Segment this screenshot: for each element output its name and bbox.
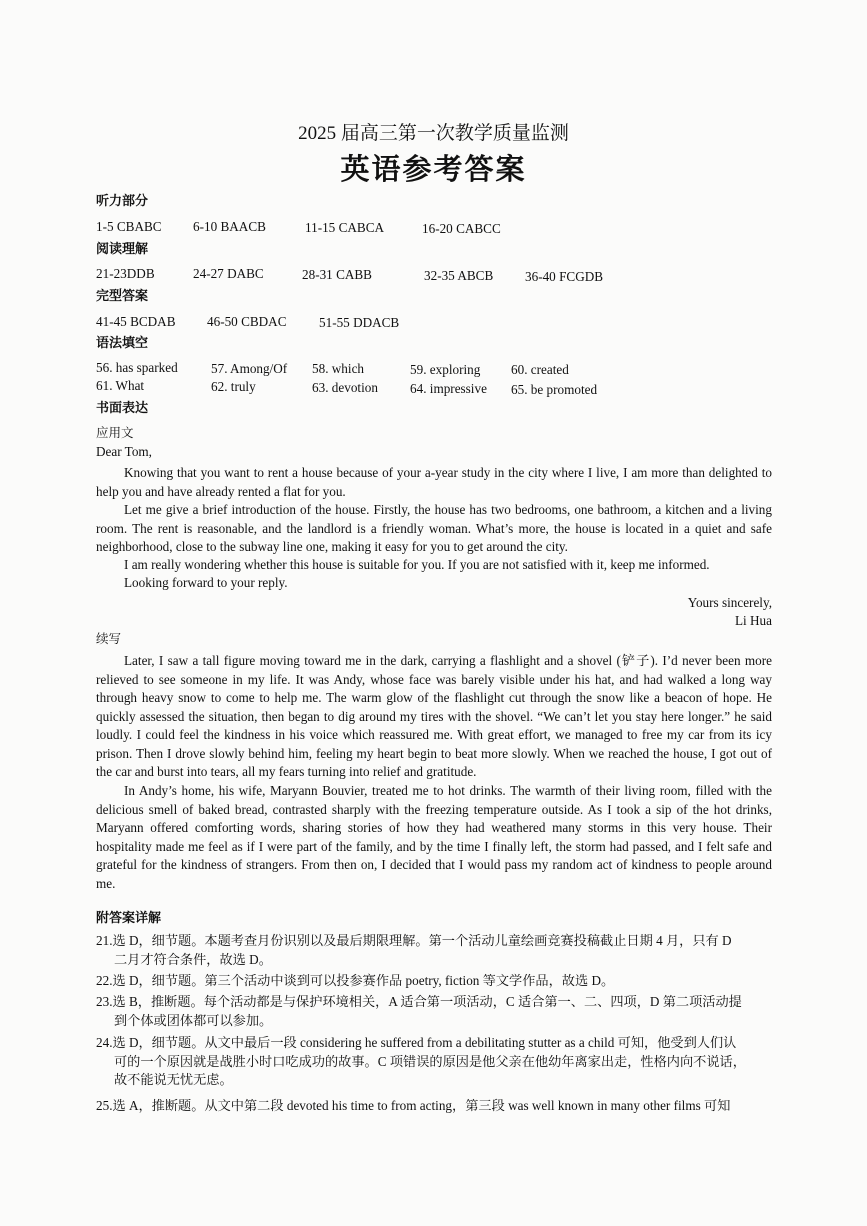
grammar-answer: 63. devotion xyxy=(312,380,378,395)
letter-closing: Yours sincerely, xyxy=(687,595,772,610)
reading-answer: 36-40 FCGDB xyxy=(525,269,604,284)
detail-item-25 xyxy=(96,1097,772,1116)
cloze-answer: 51-55 DDACB xyxy=(319,315,400,330)
cloze-answer: 46-50 CBDAC xyxy=(207,314,287,329)
continuation-paragraph: Later, I saw a tall figure moving toward me in the dark, carrying a flashlight and a shovel (铲子). I’d never been more relieved to see someone in my life. It was Andy, whose face was barely visible under his hat, and had walked a long way through heavy snow to come to help me. The warm glow of the flashlight cut through the snow like a beacon of hope. He quickly assessed the situation, then began to dig around my tires with the shovel. “We can’t let you stay here longer.” he said loudly. I could feel the kindness in his voice which reassured me. With great effort, we managed to free my car from its icy prison. Then I drove slowly behind him, feeling my heart begin to beat more slowly. When we reached the house, I got out of the car and burst into tears, all my fears turning into relief and gratitude. xyxy=(96,653,772,779)
detail-line: 二月才符合条件，故选 D。 xyxy=(114,951,272,967)
grammar-answer: 59. exploring xyxy=(410,362,481,377)
listening-heading: 听力部分 xyxy=(96,194,149,209)
grammar-answer: 65. be promoted xyxy=(511,382,598,397)
detail-line: 到个体或团体都可以参加。 xyxy=(114,1012,273,1028)
detail-line: 21.选 D，细节题。本题考查月份识别以及最后期限理解。第一个活动儿童绘画竞赛投稿截止日期 4 月，只有 D xyxy=(96,933,732,948)
listening-answer: 6-10 BAACB xyxy=(193,219,266,234)
grammar-answer: 56. has sparked xyxy=(96,360,178,375)
detail-line: 22.选 D，细节题。第三个活动中谈到可以投参赛作品 poetry, fiction 等文学作品，故选 D。 xyxy=(96,973,615,988)
grammar-answer: 60. created xyxy=(511,362,569,377)
grammar-answer: 57. Among/Of xyxy=(211,361,288,376)
reading-answer: 24-27 DABC xyxy=(193,266,264,281)
continuation-label: 续写 xyxy=(96,631,122,646)
continuation-paragraph: In Andy’s home, his wife, Maryann Bouvier, treated me to hot drinks. The warmth of their living room, filled with the delicious smell of baked bread, contrasted sharply with the freezing temperature outside. As I took a sip of the hot drinks, Maryann offered comforting words, sharing stories of how they had weathered many storms in this very house. Their hospitality made me feel as if I were part of the family, and by the time I finally left, the storm had passed, and I felt safe and grateful for the kindness of strangers. From then on, I decided that I would pass my random act of kindness to people around me. xyxy=(96,783,772,891)
cloze-heading: 完型答案 xyxy=(96,289,149,304)
detail-line: 故不能说无忧无虑。 xyxy=(114,1072,233,1087)
reading-answer: 28-31 CABB xyxy=(302,267,372,282)
grammar-answer: 61. What xyxy=(96,378,145,393)
letter-paragraph: Let me give a brief introduction of the house. Firstly, the house has two bedrooms, one bathroom, a kitchen and a living room. The rent is reasonable, and the landlord is a friendly woman. What’s more, the house is located in a quiet and safe neighborhood, close to the subway line one, making it easy for you to get around the city. xyxy=(96,502,772,554)
grammar-heading: 语法填空 xyxy=(96,336,149,351)
detail-line: 可的一个原因就是战胜小时口吃成功的故事。C 项错误的原因是他父亲在他幼年离家出走，性格内向不说话， xyxy=(114,1053,746,1069)
letter-paragraph: Looking forward to your reply. xyxy=(124,575,288,590)
listening-answer: 1-5 CBABC xyxy=(96,219,162,234)
letter-signature: Li Hua xyxy=(735,613,772,628)
detail-item-23 xyxy=(96,993,772,1030)
reading-heading: 阅读理解 xyxy=(96,242,149,257)
listening-answer: 11-15 CABCA xyxy=(305,220,385,235)
listening-answer: 16-20 CABCC xyxy=(422,221,501,236)
letter-greeting: Dear Tom, xyxy=(96,444,152,459)
practical-writing-label: 应用文 xyxy=(96,425,134,440)
exam-title: 2025 届高三第一次教学质量监测 xyxy=(298,123,569,144)
grammar-answer: 58. which xyxy=(312,361,365,376)
writing-heading: 书面表达 xyxy=(96,401,149,416)
detail-item-22 xyxy=(96,972,772,991)
grammar-answer: 64. impressive xyxy=(410,381,487,396)
grammar-answer: 62. truly xyxy=(211,379,256,394)
detail-line: 23.选 B，推断题。每个活动都是与保护环境相关，A 适合第一项活动，C 适合第一、二、四项，D 第二项活动提 xyxy=(96,994,742,1009)
detail-line: 24.选 D，细节题。从文中最后一段 considering he suffered from a debilitating stutter as a child 可知，他受到人们认 xyxy=(96,1035,737,1050)
details-heading: 附答案详解 xyxy=(96,911,162,926)
reading-answer: 21-23DDB xyxy=(96,266,155,281)
detail-item-21 xyxy=(96,932,772,969)
detail-line: 25.选 A，推断题。从文中第二段 devoted his time to from acting，第三段 was well known in many other films 可知 xyxy=(96,1098,731,1113)
page-title: 英语参考答案 xyxy=(340,154,527,186)
cloze-answer: 41-45 BCDAB xyxy=(96,314,176,329)
letter-paragraph: Knowing that you want to rent a house because of your a-year study in the city where I live, I am more than delighted to help you and have already rented a flat for you. xyxy=(96,465,772,499)
reading-answer: 32-35 ABCB xyxy=(424,268,494,283)
letter-paragraph: I am really wondering whether this house is suitable for you. If you are not satisfied with it, keep me informed. xyxy=(124,557,710,572)
detail-item-24 xyxy=(96,1034,772,1090)
